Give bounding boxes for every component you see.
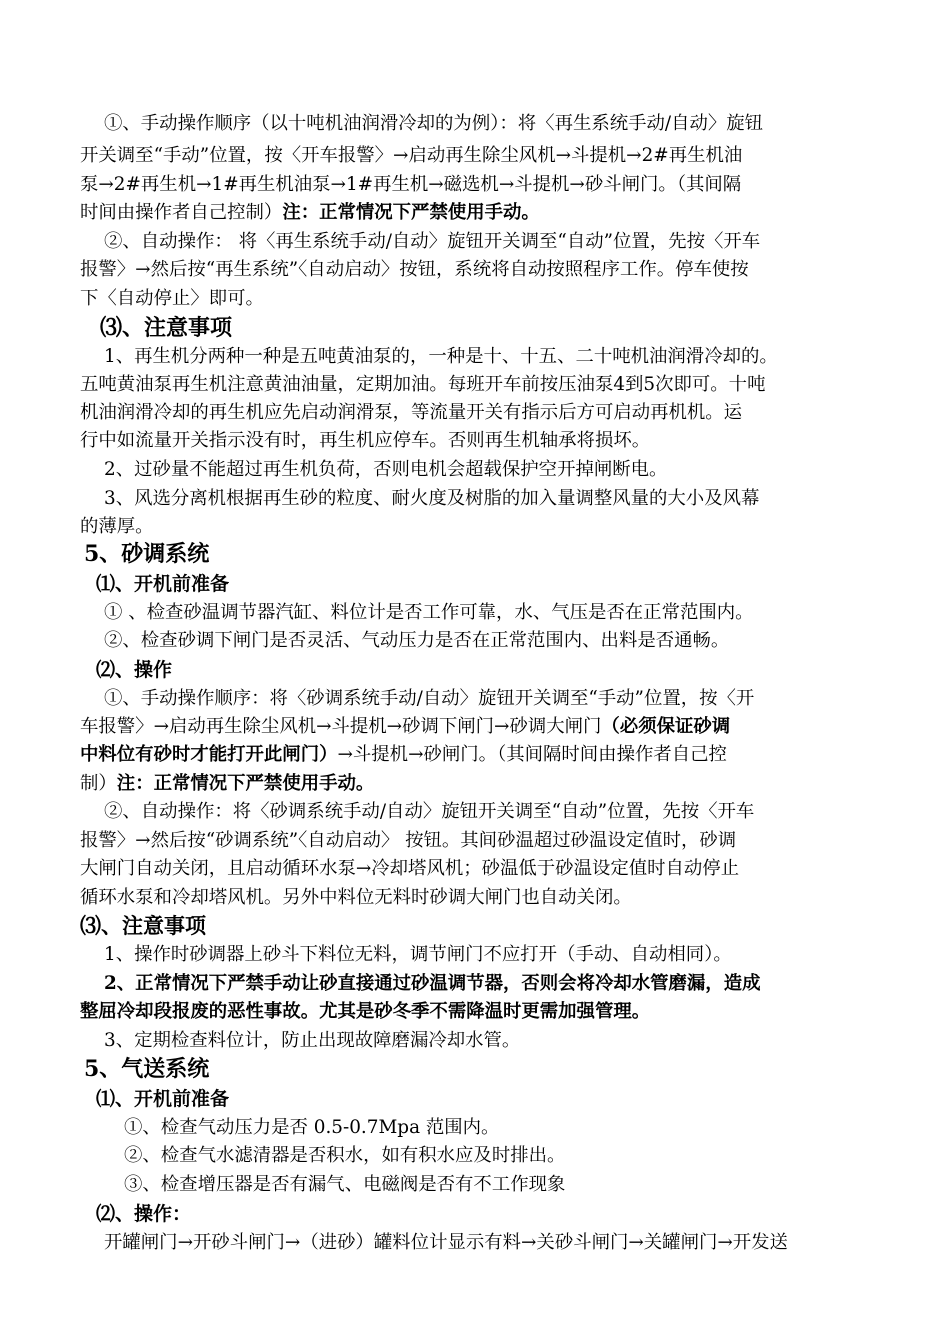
subsection-heading: ⑴、开机前准备 [96, 573, 230, 595]
text-line: 中料位有砂时才能打开此闸门）→斗提机→砂闸门。（其间隔时间由操作者自己控 [80, 744, 727, 765]
section-heading: ⑶、注意事项 [100, 315, 233, 341]
section-heading: 5、气送系统 [84, 1056, 210, 1082]
text-line: 整屈冷却段报废的恶性事故。尤其是砂冬季不需降温时更需加强管理。 [80, 1001, 651, 1022]
text-line: 五吨黄油泵再生机注意黄油油量，定期加油。每班开车前按压油泵4到5次即可。十吨 [80, 374, 766, 395]
text-line: 报警〉→然后按“再生系统”〈自动启动〉按钮，系统将自动按照程序工作。停车使按 [80, 259, 749, 280]
text-line: 制）注：正常情况下严禁使用手动。 [80, 773, 375, 794]
text-line: ②、检查砂调下闸门是否灵活、气动压力是否在正常范围内、出料是否通畅。 [104, 630, 730, 651]
text-line: 大闸门自动关闭，且启动循环水泵→冷却塔风机；砂温低于砂温设定值时自动停止 [80, 858, 740, 879]
text-line: 循环水泵和冷却塔风机。另外中料位无料时砂调大闸门也自动关闭。 [80, 887, 632, 908]
text-line: 开关调至“手动”位置，按〈开车报警〉→启动再生除尘风机→斗提机→2#再生机油 [80, 145, 743, 166]
text-line: 行中如流量开关指示没有时，再生机应停车。否则再生机轴承将损坏。 [80, 430, 651, 451]
text-line: 泵→2#再生机→1#再生机油泵→1#再生机→磁选机→斗提机→砂斗闸门。（其间隔 [80, 174, 742, 195]
text-line: ②、自动操作： 将〈再生系统手动/自动〉旋钮开关调至“自动”位置，先按〈开车 [104, 231, 761, 252]
text-line: 2、正常情况下严禁手动让砂直接通过砂温调节器，否则会将冷却水管磨漏，造成 [104, 973, 761, 994]
section-heading: ⑶、注意事项 [80, 913, 206, 938]
text-line: ①、手动操作顺序（以十吨机油润滑冷却的为例）：将〈再生系统手动/自动〉旋钮 [104, 113, 764, 134]
text-line: 2、过砂量不能超过再生机负荷，否则电机会超载保护空开掉闸断电。 [104, 459, 668, 480]
text-line: 下〈自动停止〉即可。 [80, 288, 264, 309]
text-line: 报警〉→然后按“砂调系统”〈自动启动〉 按钮。其间砂温超过砂温设定值时，砂调 [80, 830, 737, 851]
subsection-heading: ⑵、操作 [96, 659, 173, 681]
text-line: 3、定期检查料位计，防止出现故障磨漏冷却水管。 [104, 1030, 521, 1051]
text-line: 1、操作时砂调器上砂斗下料位无料，调节闸门不应打开（手动、自动相同）。 [104, 944, 732, 965]
text-line: ②、自动操作：将〈砂调系统手动/自动〉旋钮开关调至“自动”位置，先按〈开车 [104, 801, 755, 822]
text-line: 时间由操作者自己控制）注：正常情况下严禁使用手动。 [80, 202, 540, 223]
text-line: 开罐闸门→开砂斗闸门→（进砂）罐料位计显示有料→关砂斗闸门→关罐闸门→开发送 [104, 1232, 788, 1253]
text-line: 机油润滑冷却的再生机应先启动润滑泵，等流量开关有指示后方可启动再机机。运 [80, 402, 743, 423]
text-line: 1、再生机分两种一种是五吨黄油泵的，一种是十、十五、二十吨机油润滑冷却的。 [104, 346, 778, 367]
subsection-heading: ⑴、开机前准备 [96, 1088, 230, 1110]
text-line: ①、检查气动压力是否 0.5-0.7Mpa 范围内。 [124, 1117, 500, 1138]
text-line: 3、风选分离机根据再生砂的粒度、耐火度及树脂的加入量调整风量的大小及风幕 [104, 488, 760, 509]
text-line: ③、检查增压器是否有漏气、电磁阀是否有不工作现象 [124, 1174, 566, 1195]
text-line: 的薄厚。 [80, 516, 154, 537]
text-line: ①、手动操作顺序：将〈砂调系统手动/自动〉旋钮开关调至“手动”位置，按〈开 [104, 688, 755, 709]
text-line: ① 、检查砂温调节器汽缸、料位计是否工作可靠，水、气压是否在正常范围内。 [104, 602, 754, 623]
text-line: 车报警〉→启动再生除尘风机→斗提机→砂调下闸门→砂调大闸门（必须保证砂调 [80, 716, 731, 737]
text-line: ②、检查气水滤清器是否积水，如有积水应及时排出。 [124, 1145, 566, 1166]
section-heading: 5、砂调系统 [84, 541, 210, 567]
subsection-heading: ⑵、操作： [96, 1203, 192, 1225]
